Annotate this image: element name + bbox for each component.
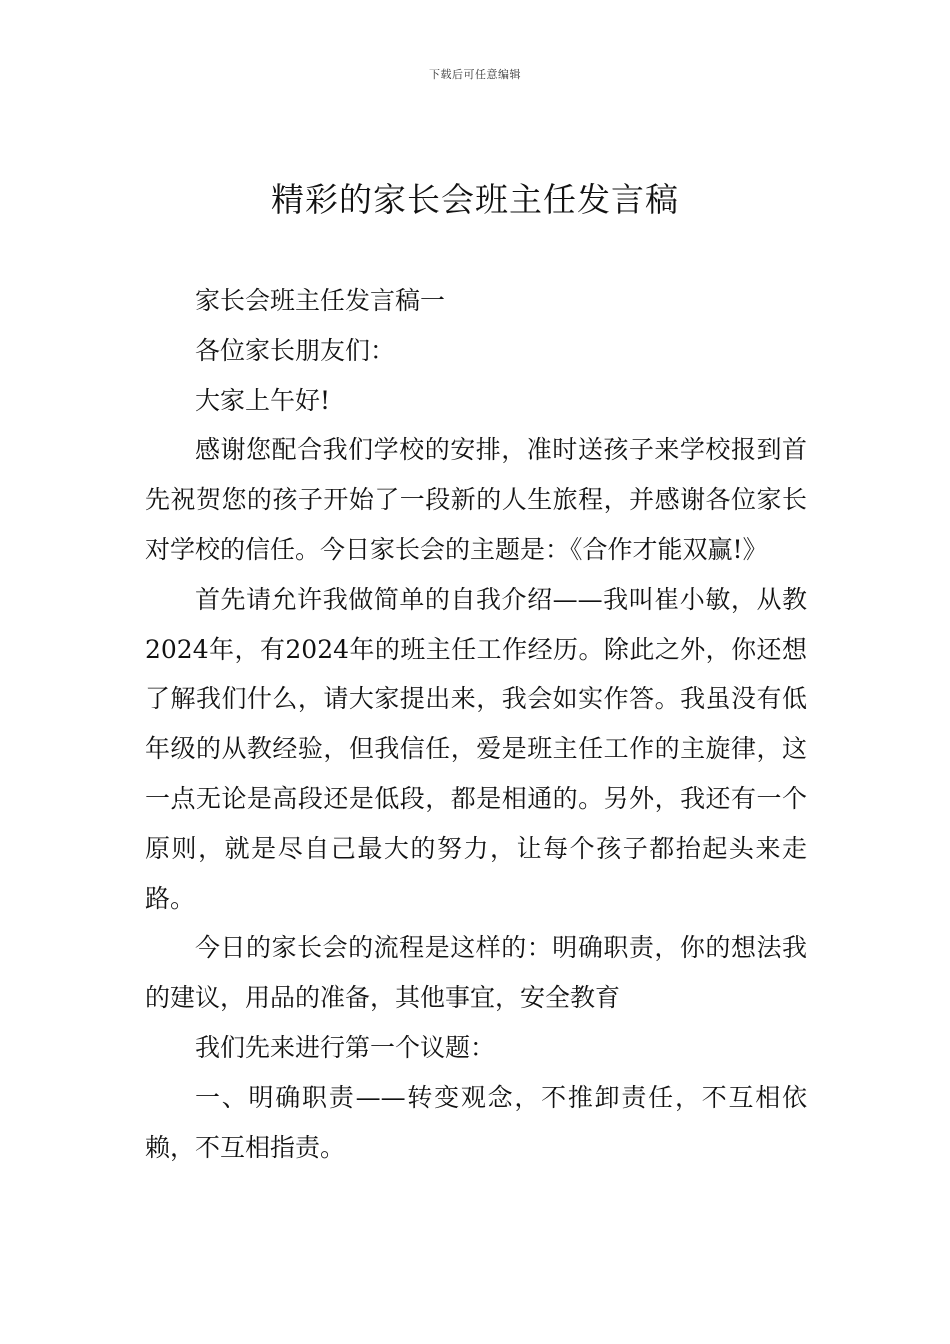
header-note: 下载后可任意编辑 <box>429 68 521 81</box>
paragraph-salutation: 各位家长朋友们： <box>195 335 396 365</box>
paragraph-speech-heading: 家长会班主任发言稿一 <box>195 286 446 315</box>
paragraph-section-one: 一、明确职责——转变观念，不推卸责任，不互相依赖，不互相指责。 <box>145 1082 807 1162</box>
paragraph-self-introduction: 首先请允许我做简单的自我介绍——我叫崔小敏，从教2024年，有2024年的班主任工作经历。除此之外，你还想了解我们什么，请大家提出来，我会如实作答。我虽没有低年级的从教经验，但我信任，爱是班主任工作的主旋律，这一点无论是高段还是低段，都是相通的。另外，我还有一个原则，就是尽自己最大的努力，让每个孩子都抬起头来走路。 <box>145 584 807 913</box>
document-title: 精彩的家长会班主任发言稿 <box>271 180 679 219</box>
document-body <box>145 276 807 1172</box>
paragraph-agenda: 今日的家长会的流程是这样的：明确职责，你的想法我的建议，用品的准备，其他事宜，安全教育 <box>145 933 807 1013</box>
paragraph-first-topic-intro: 我们先来进行第一个议题： <box>195 1032 496 1062</box>
paragraph-thanks: 感谢您配合我们学校的安排，准时送孩子来学校报到首先祝贺您的孩子开始了一段新的人生旅程，并感谢各位家长对学校的信任。今日家长会的主题是：《合作才能双赢!》 <box>145 435 807 564</box>
paragraph-greeting: 大家上午好! <box>195 385 331 415</box>
